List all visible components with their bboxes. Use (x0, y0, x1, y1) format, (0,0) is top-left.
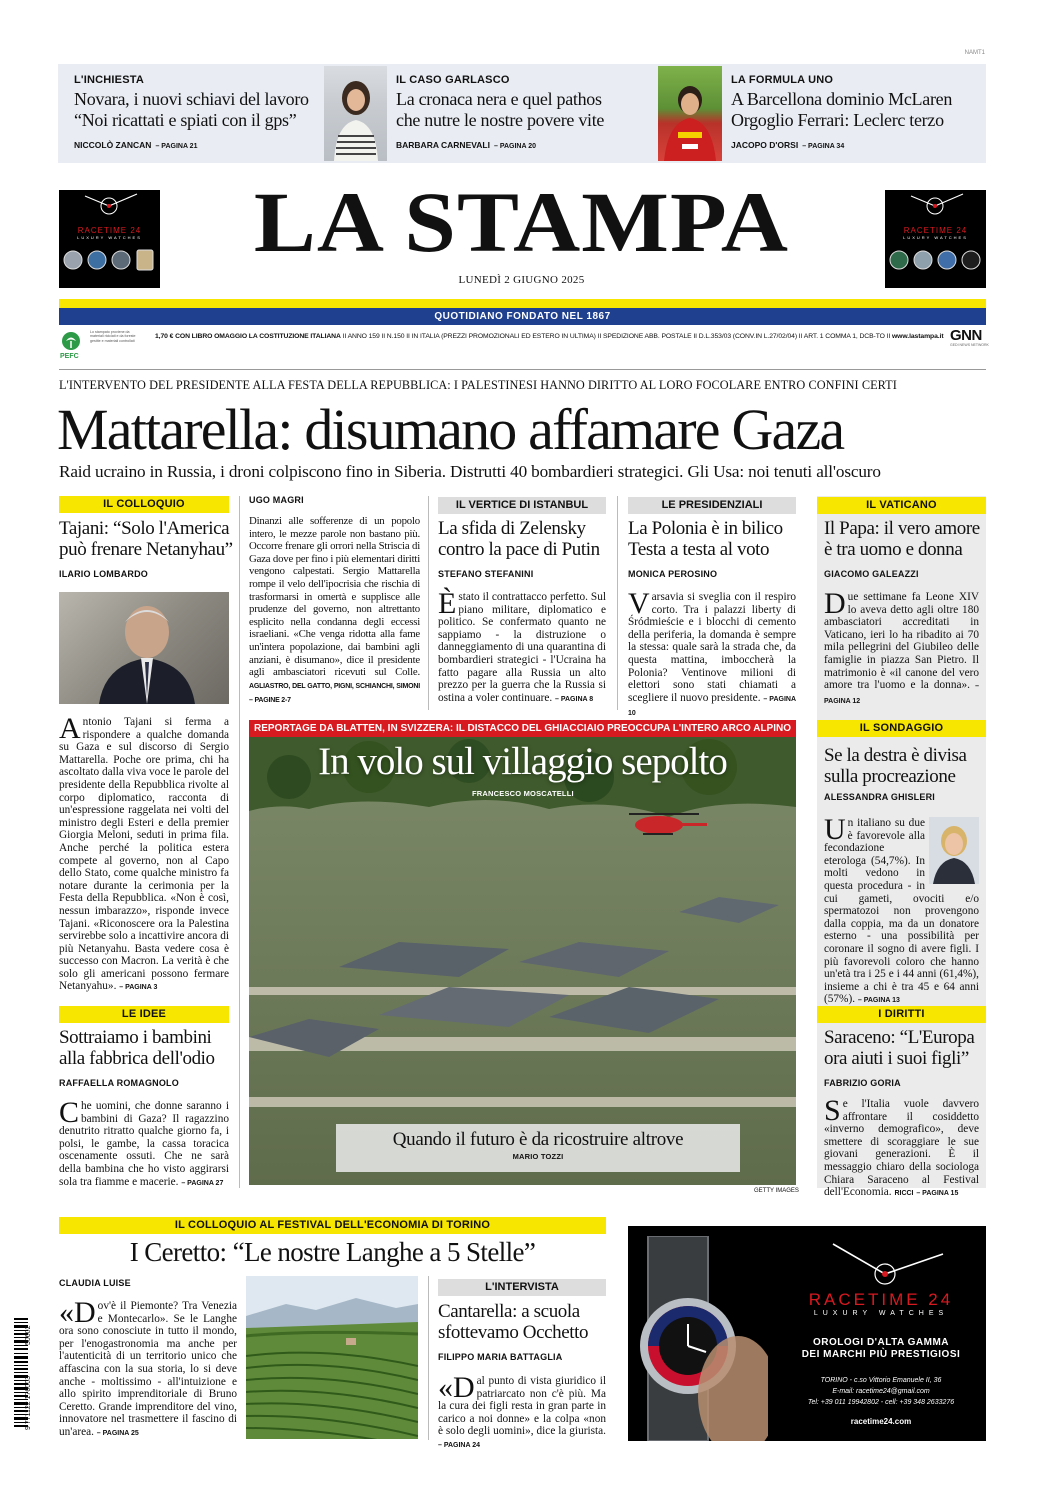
ceretto-headline[interactable]: I Ceretto: “Le nostre Langhe a 5 Stelle” (129, 1237, 536, 1267)
article-text: ue settimane fa Leone XIV lo aveva detto agli oltre 180 ambasciatori accreditati in Vaticano, ieri lo ha ribadito ai 70 mila pellegrini del Giubileo delle famiglie in piazza San Pietro. Il matrimonio è «il canone del vero amore tra l'uomo e la donna». (824, 591, 979, 692)
page-ref[interactable]: – PAGINA 10 (628, 695, 796, 718)
intervista-byline: FILIPPO MARIA BATTAGLIA (438, 1352, 563, 1362)
price: 1,70 € CON LIBRO OMAGGIO LA COSTITUZIONE ITALIANA (155, 333, 341, 340)
top-story-3[interactable] (731, 74, 986, 153)
gnn-sub: GEDI NEWS NETWORK (950, 343, 989, 347)
column-rule (428, 1276, 429, 1440)
photo-byline: FRANCESCO MOSCATELLI (472, 789, 574, 798)
label-istanbul: IL VERTICE DI ISTANBUL (438, 497, 606, 514)
big-ad-line1: OROLOGI D'ALTA GAMMA (812, 1337, 950, 1348)
big-ad-email: E-mail: racetime24@gmail.com (832, 1388, 930, 1395)
drop-cap: D (824, 587, 846, 620)
top-story-kicker: IL CASO GARLASCO (396, 74, 510, 86)
watch-photo-icon (628, 1236, 768, 1441)
article-text: ntonio Tajani si ferma a rispondere a qualche domanda su Gaza e sul discorso di Sergio Mattarella. Poche ore prima, chi ha ascoltato dalla viva voce le parole del presidente della Repubblica rivolte al corpo diplomatico, racconta di un'espressione raggelata nei volti del ministro degli Esteri e della premier Giorgia Meloni, seduti in prima fila. Anche perché la politica estera compete al governo, non al Capo dello Stato, come qualche ministro fa notare durante la cerimonia per la Festa della Repubblica. «Non è così, nessun imbarazzo», risponde invece Tajani. «Riconoscere ora la Palestina servirebbe solo a incattivire ancora di più Netanyahu. Basta vedere cosa è successo con Macron. La verità è che solo gli americani possono fermare Netanyahu». (59, 716, 230, 993)
flooded-village-illustration (249, 737, 796, 1185)
top-story-kicker: LA FORMULA UNO (731, 74, 834, 86)
racetime-logo-icon (59, 190, 160, 226)
vaticano-body (824, 587, 979, 708)
column-rule (239, 496, 240, 1188)
ear-ad-brand: RACETIME 24 (77, 226, 142, 235)
presidenziali-body (628, 587, 796, 721)
site-link[interactable]: www.lastampa.it (891, 333, 944, 340)
top-story-byline: JACOPO D'ORSI (731, 140, 799, 150)
label-presidenziali: LE PRESIDENZIALI (628, 497, 796, 514)
sondaggio-headline[interactable]: Se la destra è divisa sulla procreazione (824, 745, 967, 787)
page-ref: – PAGINA 34 (802, 143, 845, 150)
intervista-headline[interactable]: Cantarella: a scuola sfottevamo Occhetto (438, 1301, 589, 1343)
info-line (155, 333, 945, 340)
article-text: n italiano su due è favorevole alla fecondazione eterologa (54,7%). In molti vedono in questa procedura - in cui gameti, ovociti e/o spermatozoi non provengono dalla coppia, ma da un donatore esterno - una possibilità per coronare il sogno di avere figli. I più favorevoli coloro che hanno un'età tra i 25 e i 44 anni (61,4%), insieme a chi è tra 45 e 64 anni (57%). (824, 817, 979, 1006)
colloquio-byline: ILARIO LOMBARDO (59, 569, 148, 579)
diritti-body (824, 1094, 979, 1201)
photo-credit: GETTY IMAGES (754, 1188, 799, 1194)
lead-subhead: Raid ucraino in Russia, i droni colpiscono fino in Siberia. Distrutti 40 bombardieri strategici. Gli Usa: noi tenuti all'oscuro (59, 462, 881, 481)
photo-tajani (59, 592, 229, 704)
article-text: arsavia si sveglia con il respiro corto. Tra i palazzi liberty di Śródmieście e i blocchi di cemento della periferia, la domanda è sempre la stessa: quale sarà la strada che, da questa mattina, imboccherà la Polonia? Ventinove milioni di elettori sono stati chiamati a scegliere il nuovo presidente. (628, 591, 796, 704)
page-ref[interactable]: – PAGINA 15 (916, 1190, 959, 1198)
tajani-illustration (59, 592, 229, 704)
label-colloquio: IL COLLOQUIO (59, 496, 229, 513)
drop-cap: U (824, 813, 846, 846)
drop-cap: C (59, 1096, 80, 1129)
sondaggio-byline: ALESSANDRA GHISLERI (824, 792, 935, 802)
vaticano-byline: GIACOMO GALEAZZI (824, 569, 919, 579)
label-ceretto: IL COLLOQUIO AL FESTIVAL DELL'ECONOMIA DI TORINO (59, 1217, 606, 1234)
ear-ad-right[interactable] (885, 190, 986, 288)
caption-byline: MARIO TOZZI (512, 1152, 564, 1161)
page-ref[interactable]: – PAGINA 27 (181, 1179, 224, 1187)
big-ad-brand: RACETIME 24 (808, 1290, 954, 1309)
drop-cap: V (628, 587, 650, 620)
authors: AGLIASTRO, DEL GATTO, PIGNI, SCHIANCHI, SIMONI (249, 682, 420, 690)
top-story-headline: La cronaca nera e quel pathos (396, 89, 602, 109)
photo-caption-box[interactable] (336, 1124, 740, 1172)
authors: RICCI (894, 1190, 914, 1198)
presidenziali-headline[interactable]: La Polonia è in bilico Testa a testa al voto (628, 518, 783, 560)
top-story-1[interactable] (74, 74, 324, 153)
column-rule (617, 496, 618, 710)
diritti-byline: FABRIZIO GORIA (824, 1078, 901, 1088)
top-photo-leclerc (658, 66, 722, 161)
lead-headline[interactable]: Mattarella: disumano affamare Gaza (57, 397, 844, 462)
racetime-logo-icon (885, 190, 986, 226)
diritti-headline[interactable]: Saraceno: “L'Europa ora aiuti i suoi figli” (824, 1027, 975, 1069)
barcode-issue: 50602 (25, 1325, 32, 1345)
drop-cap: È (438, 587, 457, 620)
ear-ad-sub: LUXURY WATCHES (77, 235, 142, 240)
drop-cap: A (59, 712, 81, 745)
big-ad-address: TORINO - c.so Vittorio Emanuele II, 36 (820, 1377, 942, 1384)
founded-band: QUOTIDIANO FONDATO NEL 1867 (59, 308, 986, 325)
colloquio-body (59, 712, 230, 995)
label-diritti: I DIRITTI (817, 1006, 986, 1023)
flood-photo (249, 737, 796, 1185)
lead-kicker: L'INTERVENTO DEL PRESIDENTE ALLA FESTA DELLA REPUBBLICA: I PALESTINESI HANNO DIRITTO AL LORO FOCOLARE ENTRO CONFINI CERTI (59, 378, 897, 392)
magri-byline: UGO MAGRI (249, 495, 304, 505)
top-photo-garlasco (324, 66, 387, 161)
page-ref[interactable]: – PAGINA 8 (555, 695, 594, 703)
photo-langhe (246, 1276, 418, 1439)
top-story-byline: NICCOLÒ ZANCAN (74, 140, 152, 150)
page-ref[interactable]: – PAGINA 25 (96, 1429, 139, 1437)
ear-ad-brand: RACETIME 24 (903, 226, 968, 235)
photo-float (925, 817, 979, 885)
top-story-byline: BARBARA CARNEVALI (396, 140, 490, 150)
masthead-date: LUNEDÌ 2 GIUGNO 2025 (458, 274, 585, 286)
ear-ad-left[interactable] (59, 190, 160, 288)
ceretto-body (59, 1296, 237, 1441)
pefc-text: Lo stampato proviene da materiali riciclati e da foreste gestite e materiali controllati (90, 330, 136, 343)
istanbul-headline[interactable]: La sfida di Zelensky contro la pace di Putin (438, 518, 600, 560)
label-idee: LE IDEE (59, 1006, 229, 1023)
ceretto-byline: CLAUDIA LUISE (59, 1278, 131, 1288)
photo-banner: REPORTAGE DA BLATTEN, IN SVIZZERA: IL DISTACCO DEL GHIACCIAIO PREOCCUPA L'INTERO ARCO ALPINO (249, 720, 796, 737)
corner-code: NAMT1 (964, 50, 985, 56)
top-story-headline: A Barcellona dominio McLaren (731, 89, 953, 109)
label-vaticano: IL VATICANO (817, 497, 986, 514)
vaticano-headline[interactable]: Il Papa: il vero amore è tra uomo e donna (824, 518, 980, 560)
gnn-logo: GNN (950, 327, 982, 344)
magri-body (249, 515, 420, 708)
top-story-headline: che nutre le nostre povere vite (396, 110, 605, 130)
big-ad-line2: DEI MARCHI PIÙ PRESTIGIOSI (801, 1349, 961, 1360)
racetime-logo-icon (803, 1234, 953, 1294)
column-rule (428, 496, 429, 710)
page-ref[interactable]: – PAGINE 2-7 (249, 697, 291, 705)
big-ad-web[interactable]: racetime24.com (850, 1417, 912, 1426)
page-ref[interactable]: – PAGINA 3 (119, 984, 158, 992)
article-text: he uomini, che donne saranno i bambini di Gaza? Il ragazzino denutrito ritratto qualche giorno fa, i polsi, le gambe, la cassa toracica oscenamente ossuti. Che ne sarà della bambina che ho visto aggirarsi sola tra fiamme e macerie. (59, 1100, 229, 1188)
watch-row-icon (59, 240, 160, 280)
barcode-digits: 9 771122 176003 (25, 1376, 32, 1430)
portrait-illustration (324, 66, 387, 161)
photo-headline[interactable]: In volo sul villaggio sepolto (318, 740, 727, 783)
big-ad-sub: LUXURY WATCHES (813, 1310, 949, 1317)
article-text: stato il contrattacco perfetto. Sul piano militare, diplomatico e politico. Se confermato quanto ne sappiamo - la distruzione o danneggiamento di una quarantina di bombardieri strategici - l'Ucraina ha fatto pagare alla Russia un alto prezzo per la guerra che la Russia si ostina a voler continuare. (438, 591, 606, 704)
page-ref[interactable]: – PAGINA 13 (857, 997, 900, 1005)
top-story-kicker: L'INCHIESTA (74, 74, 144, 86)
drop-cap: «D (59, 1296, 96, 1329)
colloquio-headline[interactable]: Tajani: “Solo l'America può frenare Netanyhau” (59, 518, 233, 560)
photo-caption: Quando il futuro è da ricostruire altrove (392, 1129, 684, 1150)
presidenziali-byline: MONICA PEROSINO (628, 569, 718, 579)
idee-body (59, 1096, 229, 1190)
top-story-headline: “Noi ricattati e spiati con il gps” (74, 110, 297, 130)
ear-ad-sub: LUXURY WATCHES (903, 235, 968, 240)
drop-cap: S (824, 1094, 841, 1127)
article-text: e l'Italia vuole davvero affrontare il cosiddetto «inverno demografico», deve smettere di scoraggiare le sue giovani generazioni. È il messaggio chiaro della sociologa Chiara Saraceno al Festival dell'Economia. (824, 1098, 979, 1199)
pefc-label: PEFC (60, 353, 79, 360)
page-ref[interactable]: – PAGINA 12 (824, 683, 979, 705)
edition-info: II ANNO 159 II N.150 II IN ITALIA (PREZZI PROMOZIONALI ED ESTERO IN ULTIMA) II SPEDIZIONE ABB. POSTALE II D.L.353/03 (CONV.IN L.27/02/04) II ART. 1 COMMA 1, DCB-TO II (340, 333, 892, 340)
label-sondaggio: IL SONDAGGIO (817, 720, 986, 737)
top-story-headline: Orgoglio Ferrari: Leclerc terzo (731, 110, 944, 130)
driver-illustration (658, 66, 722, 161)
intervista-body (438, 1371, 606, 1453)
big-ad[interactable] (628, 1226, 986, 1441)
label-intervista: L'INTERVISTA (438, 1279, 606, 1296)
top-story-headline: Novara, i nuovi schiavi del lavoro (74, 89, 309, 109)
article-text: al punto di vista giuridico il patriarcato non c'è più. Ma la cura dei figli resta in gran parte in carico a noi donne» e la colpa «non è solo degli uomini», dice la giurista. (438, 1375, 606, 1438)
top-story-2[interactable] (396, 74, 651, 153)
page-ref: – PAGINA 20 (493, 143, 536, 150)
masthead-title: LA STAMPA (253, 174, 790, 270)
idee-headline[interactable]: Sottraiamo i bambini alla fabbrica dell'odio (59, 1027, 215, 1069)
page-ref[interactable]: – PAGINA 24 (438, 1441, 481, 1449)
big-ad-tel: Tel: +39 011 19942802 - cell: +39 348 2633276 (807, 1399, 955, 1406)
page-ref: – PAGINA 21 (155, 143, 198, 150)
article-text: ov'è il Piemonte? Tra Venezia e Montecarlo». Se le Langhe ora sono conosciute in tutto il mondo, per l'enogastronomia ma anche per l'autenticità di un territorio unico che affascina con la sua storia, lo si deve anche - moltissimo - all'intuizione e allo spirito imprenditoriale di Bruno Ceretto. Grande imprenditore del vino, innovatore nel trasmettere il fascino di un'area. (59, 1300, 237, 1438)
istanbul-byline: STEFANO STEFANINI (438, 569, 534, 579)
watch-row-icon (885, 240, 986, 280)
sondaggio-body (824, 813, 979, 1008)
istanbul-body (438, 587, 606, 706)
article-text: Dinanzi alle sofferenze di un popolo intero, le mezze parole non bastano più. Occorre frenare gli orrori nella Striscia di Gaza dove per fino i più elementari diritti vengono calpestati. Sergio Mattarella rompe il velo dell'ipocrisia che rischia di trasformarsi in omertà e supplisce alle prudenze del governo, non altrettanto esplicito nella condanna degli eccessi israeliani. «Che venga ridotta alla fame un'intera popolazione, dai bambini agli anziani, è disumano», dice il presidente agli ambasciatori ricevuti sul Colle. (249, 515, 420, 679)
drop-cap: «D (438, 1371, 475, 1404)
idee-byline: RAFFAELLA ROMAGNOLO (59, 1078, 179, 1088)
vineyard-illustration (246, 1276, 418, 1439)
rule (59, 369, 986, 370)
